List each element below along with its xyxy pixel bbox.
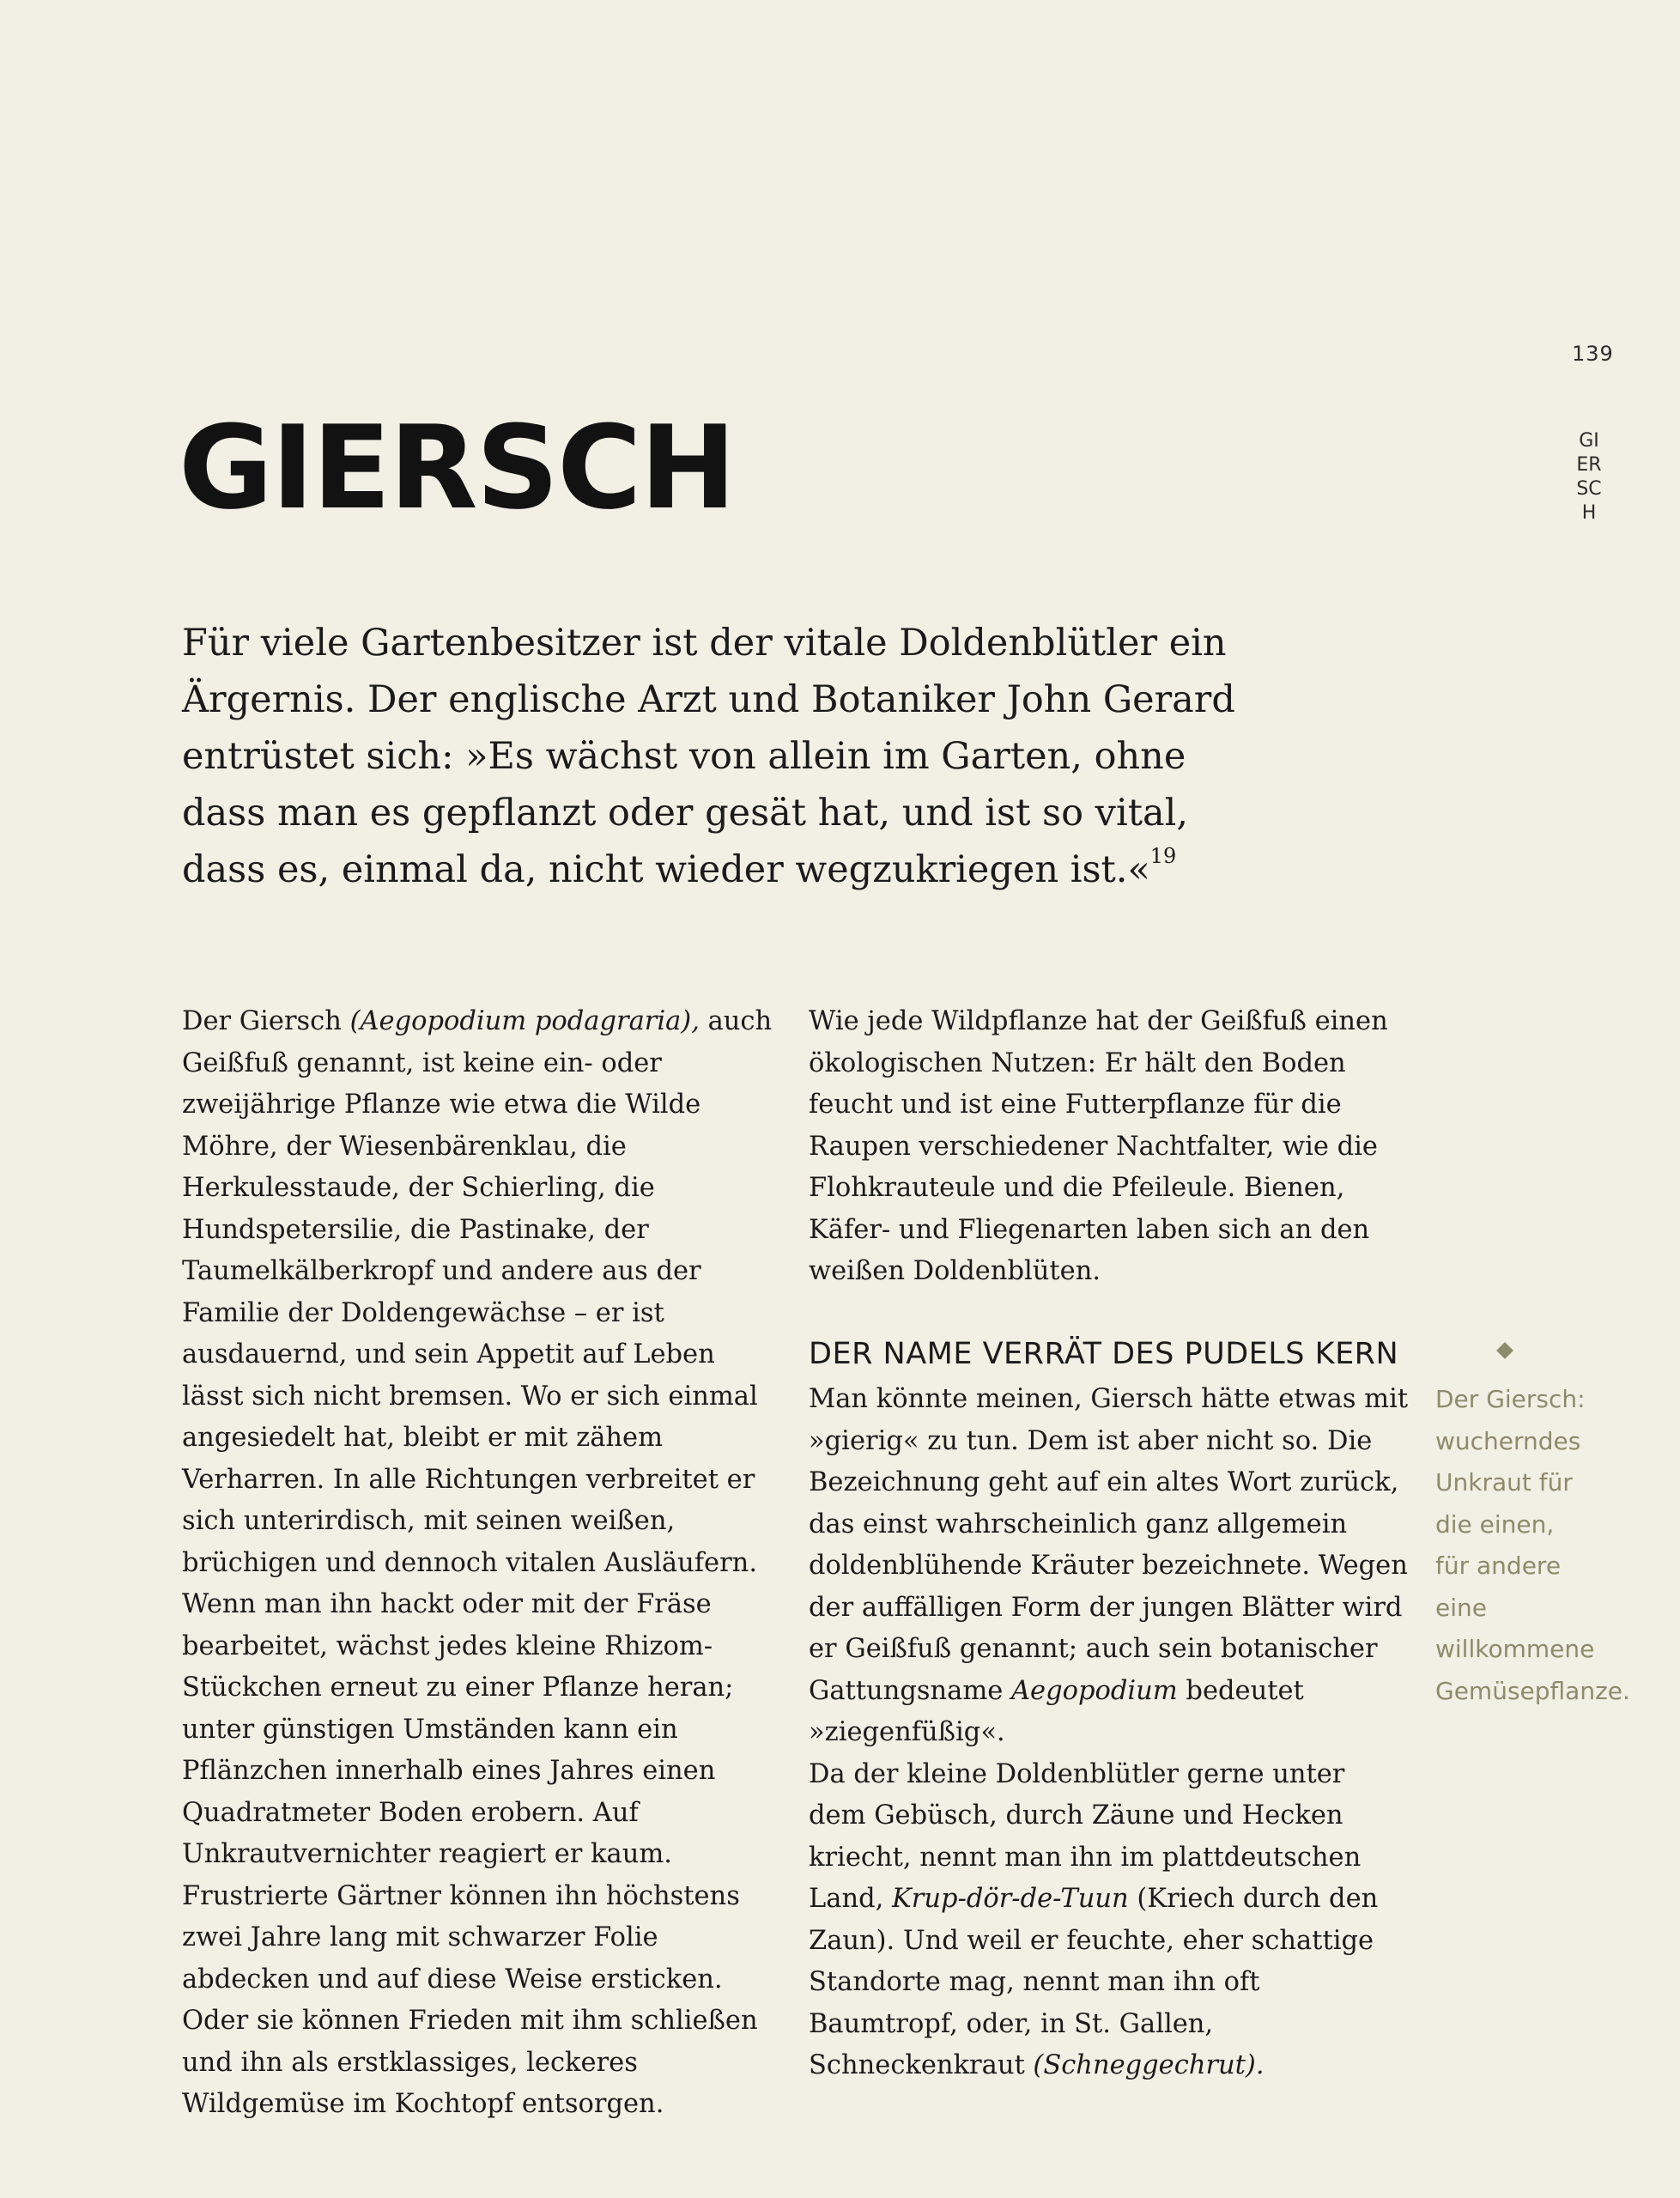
lead-text: Für viele Gartenbesitzer ist der vitale Doldenblütler ein Ärgernis. Der englische Arzt und Botaniker John Gerard entrüstet sich: »Es wächst von allein im Garten, ohne dass man es gepflanzt oder gesät hat, und ist so vital, dass es, einmal da, nicht wieder wegzukriegen ist.« — [182, 622, 1235, 891]
left-column — [182, 1001, 783, 2126]
dialect-name: (Schneggechrut). — [1033, 2050, 1265, 2080]
footnote-marker: 19 — [1149, 844, 1177, 868]
left-paragraph — [182, 1001, 783, 2126]
right-column-body — [809, 1379, 1410, 2087]
right-paragraph-1: Wie jede Wildpflanze hat der Geißfuß einen ökologischen Nutzen: Er hält den Boden feucht und ist eine Futterpflanze für die Raupen verschiedener Nachtfalter, wie die Flohkrauteule und die Pfeileule. Bienen, Käfer- und Fliegenarten laben sich an den weißen Doldenblüten. — [809, 1006, 1388, 1286]
text-segment: Der Giersch — [182, 1006, 350, 1036]
page-title: GIERSCH — [179, 401, 735, 535]
sidebar-note: Der Giersch: wucherndes Unkraut für die einen, für andere eine willkommene Gemüsepflanze. — [1435, 1385, 1630, 1705]
text-segment: (Kriech durch den Zaun). Und weil er feuchte, eher schattige Standorte mag, nennt man ihn oft Baumtropf, oder, in St. Gallen, Schneckenkraut — [809, 1884, 1379, 2080]
text-segment: bedeutet »ziegenfüßig«. — [809, 1675, 1304, 1747]
page-number: 139 — [1572, 342, 1614, 366]
lead-paragraph — [182, 615, 1264, 898]
running-title: GIERSCH — [1576, 430, 1602, 524]
text-segment: Man könnte meinen, Giersch hätte etwas mit »gierig« zu tun. Dem ist aber nicht so. Die Bezeichnung geht auf ein altes Wort zurück, das einst wahrscheinlich ganz allgemein doldenblühende Kräuter bezeichnete. Wegen der auffälligen Form der jungen Blätter wird er Geißfuß genannt; auch sein botanischer Gattungsname — [809, 1384, 1409, 1706]
dialect-name: Krup-dör-de-Tuun — [892, 1884, 1129, 1914]
right-paragraph-3 — [809, 1754, 1410, 2087]
right-paragraph-2 — [809, 1379, 1410, 1754]
genus-name: Aegopodium — [1011, 1675, 1178, 1706]
botanical-name: (Aegopodium podagraria), — [349, 1006, 700, 1036]
diamond-icon — [1496, 1342, 1513, 1359]
section-heading: DER NAME VERRÄT DES PUDELS KERN — [809, 1337, 1399, 1371]
text-segment: Da der kleine Doldenblütler gerne unter dem Gebüsch, durch Zäune und Hecken kriecht, nennt man ihn im plattdeutschen Land, — [809, 1758, 1362, 1914]
text-segment: auch Geißfuß genannt, ist keine ein- oder zweijährige Pflanze wie etwa die Wilde Möhre, der Wiesenbärenklau, die Herkulesstaude, der Schierling, die Hundspetersilie, die Pastinake, der Taumelkälberkropf und andere aus der Familie der Doldengewächse – er ist ausdauernd, und sein Appetit auf Leben lässt sich nicht bremsen. Wo er sich einmal angesiedelt hat, bleibt er mit zähem Verharren. In alle Richtungen verbreitet er sich unterirdisch, mit seinen weißen, brüchigen und dennoch vitalen Ausläufern. Wenn man ihn hackt oder mit der Fräse bearbeitet, wächst jedes kleine Rhizom-Stückchen erneut zu einer Pflanze heran; unter günstigen Umständen kann ein Pflänzchen innerhalb eines Jahres einen Quadratmeter Boden erobern. Auf Unkrautvernichter reagiert er kaum. Frustrierte Gärtner können ihn höchstens zwei Jahre lang mit schwarzer Folie abdecken und auf diese Weise ersticken. Oder sie können Frieden mit ihm schließen und ihn als erstklassiges, leckeres Wildgemüse im Kochtopf entsorgen. — [182, 1006, 773, 2119]
right-column-intro — [809, 1001, 1410, 1293]
